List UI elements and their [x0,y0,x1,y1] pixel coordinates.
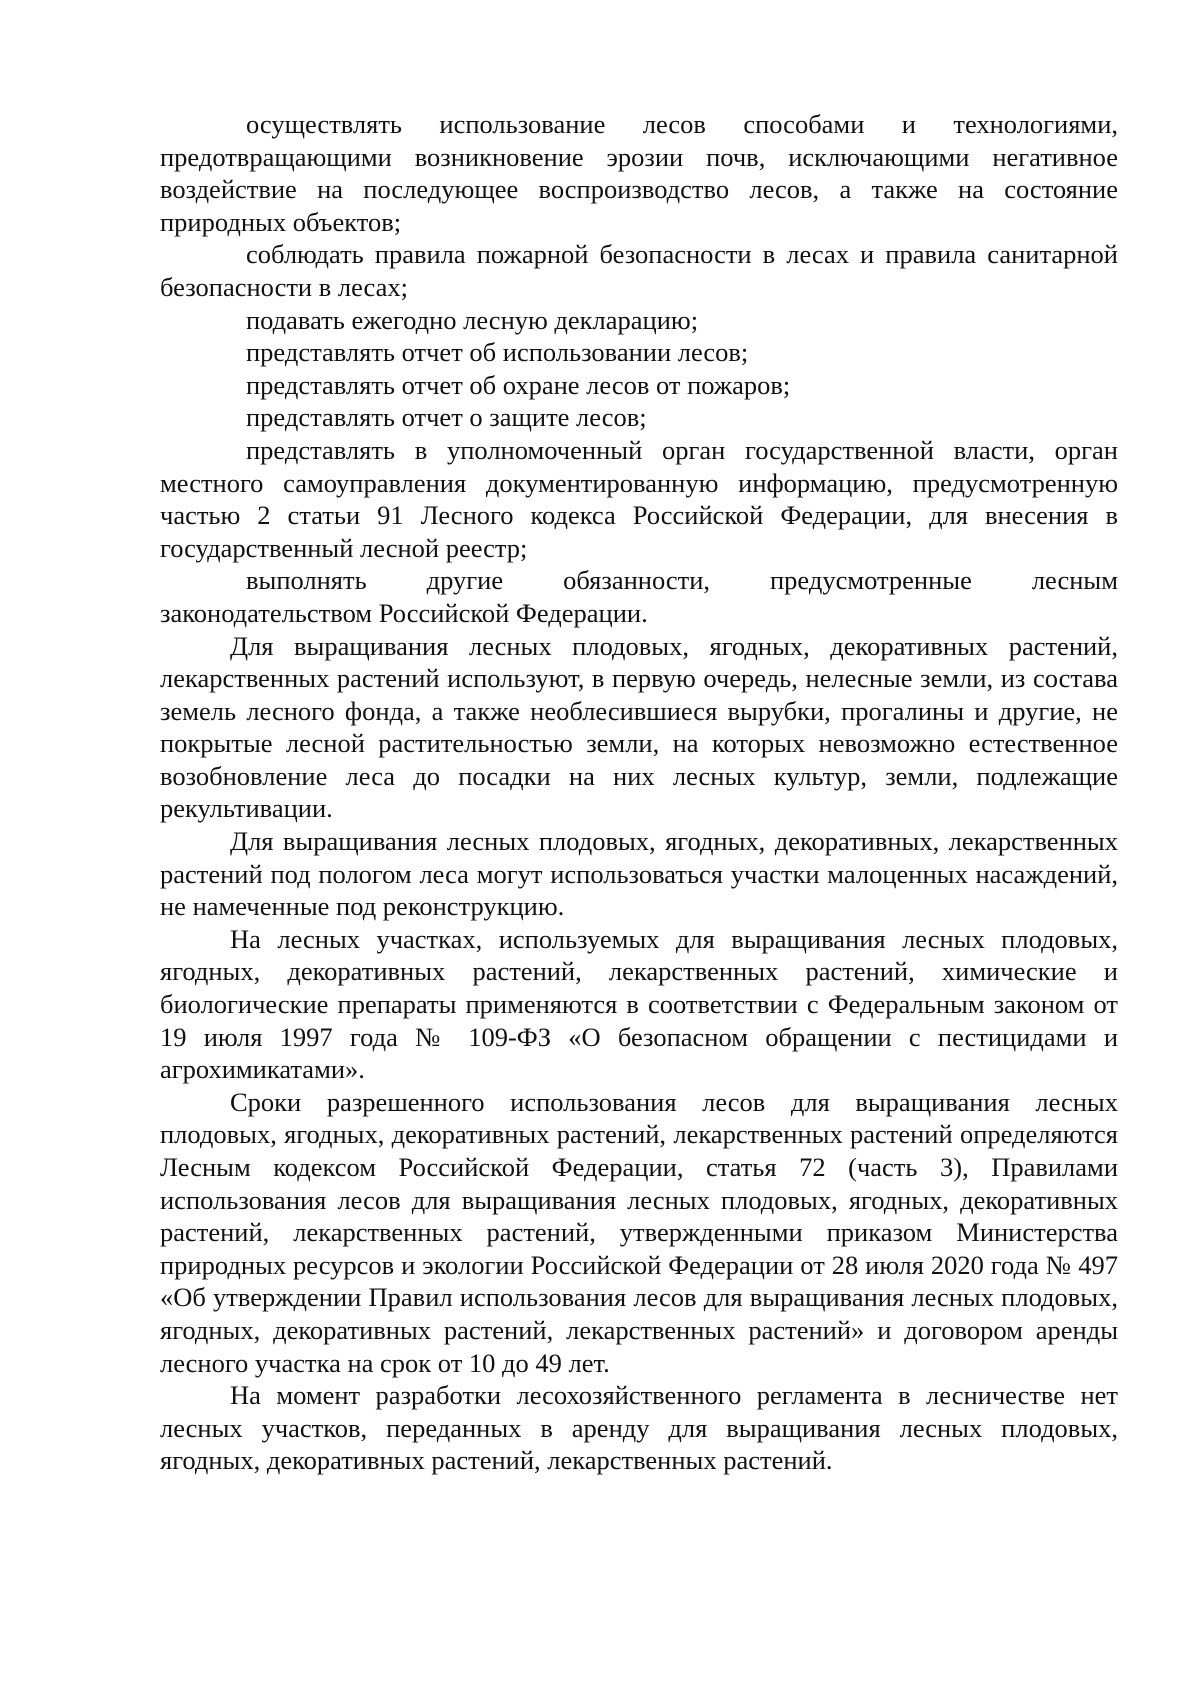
list-item: подавать ежегодно лесную декларацию; [246,304,699,335]
obligations-list [160,108,1118,630]
list-item: соблюдать правила пожарной безопасности в лесах и правила санитарной безопасности в лесах; [160,239,1118,302]
paragraph: Для выращивания лесных плодовых, ягодных, декоративных растений, лекарственных растений используют, в первую очередь, нелесные земли, из состава земель лесного фонда, а также необлесившиеся вырубки, прогалины и другие, не покрытые лесной растительностью земли, на которых невозможно естественное возобновление леса до посадки на них лесных культур, земли, подлежащие рекультивации. [160,630,1118,824]
list-item: представлять отчет о защите лесов; [246,402,647,433]
list-item: представлять в уполномоченный орган государственной власти, орган местного самоуправления документированную информацию, предусмотренную частью 2 статьи 91 Лесного кодекса Российской Федерации, для внесения в государственный лесной реестр; [160,434,1118,563]
paragraph: Сроки разрешенного использования лесов для выращивания лесных плодовых, ягодных, декоративных растений, лекарственных растений определяются Лесным кодексом Российской Федерации, статья 72 (часть 3), Правилами использования лесов для выращивания лесных плодовых, ягодных, декоративных растений, лекарственных растений, утвержденными приказом Министерства природных ресурсов и экологии Российской Федерации от 28 июля 2020 года № 497 «Об утверждении Правил использования лесов для выращивания лесных плодовых, ягодных, декоративных растений, лекарственных растений» и договором аренды лесного участка на срок от 10 до 49 лет. [160,1086,1118,1378]
list-item: представлять отчет об охране лесов от пожаров; [246,369,791,400]
body-paragraphs [160,630,1118,1477]
list-item: осуществлять использование лесов способами и технологиями, предотвращающими возникновение эрозии почв, исключающими негативное воздействие на последующее воспроизводство лесов, а также на состояние природных объектов; [160,109,1118,237]
paragraph: На лесных участках, используемых для выращивания лесных плодовых, ягодных, декоративных растений, лекарственных растений, химические и биологические препараты применяются в соответствии с Федеральным законом от 19 июля 1997 года № 109-ФЗ «О безопасном обращении с пестицидами и агрохимикатами». [160,923,1118,1085]
paragraph: На момент разработки лесохозяйственного регламента в лесничестве нет лесных участков, переданных в аренду для выращивания лесных плодовых, ягодных, декоративных растений, лекарственных растений. [160,1380,1118,1476]
list-item: представлять отчет об использовании лесов; [246,337,749,368]
paragraph: Для выращивания лесных плодовых, ягодных, декоративных, лекарственных растений под пологом леса могут использоваться участки малоценных насаждений, не намеченные под реконструкцию. [160,826,1118,922]
list-item: выполнять другие обязанности, предусмотренные лесным законодательством Российской Федерации. [160,565,1118,628]
document-page [160,108,1118,1477]
